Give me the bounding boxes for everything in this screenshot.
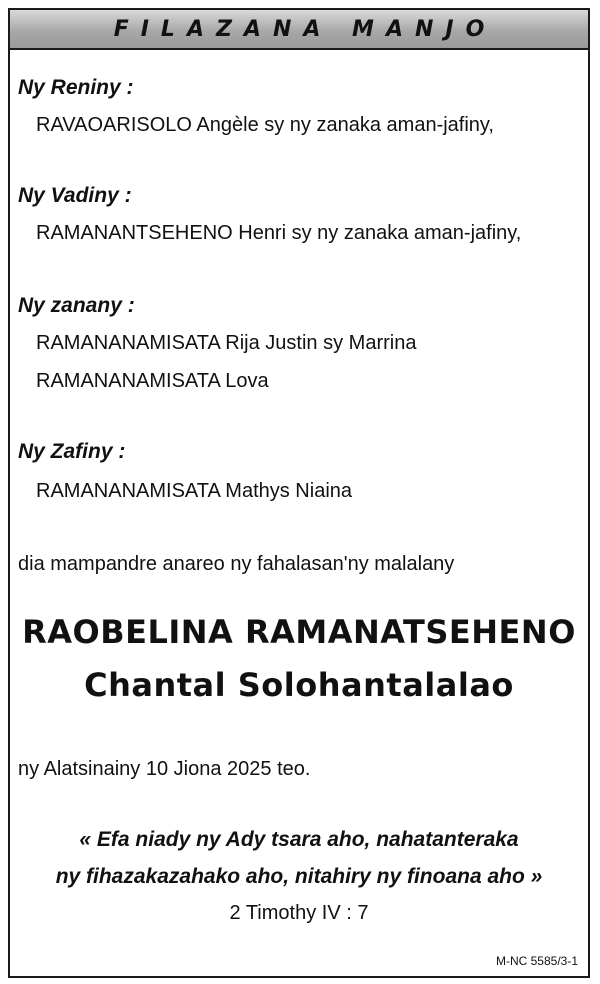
spouse-label: Ny Vadiny : (18, 184, 132, 207)
announcement-text: dia mampandre anareo ny fahalasan'ny malalany (18, 553, 455, 575)
deceased-name: RAOBELINA RAMANATSEHENO (22, 613, 576, 651)
date-line: ny Alatsinainy 10 Jiona 2025 teo. (18, 758, 311, 780)
ad-reference-code: M-NC 5585/3-1 (495, 954, 578, 968)
spouse-name: RAMANANTSEHENO Henri sy ny zanaka aman-jafiny, (36, 222, 522, 244)
notice-frame (8, 8, 590, 978)
bible-reference: 2 Timothy IV : 7 (229, 902, 369, 924)
mother-label: Ny Reniny : (18, 76, 134, 99)
children-label: Ny zanany : (18, 294, 135, 317)
bible-quote-line: « Efa niady ny Ady tsara aho, nahatanteraka (79, 828, 519, 851)
child-name: RAMANANAMISATA Rija Justin sy Marrina (36, 332, 417, 354)
deceased-given-names: Chantal Solohantalalao (84, 666, 514, 704)
grandchildren-label: Ny Zafiny : (18, 440, 126, 463)
grandchild-name: RAMANANAMISATA Mathys Niaina (36, 480, 353, 502)
child-name: RAMANANAMISATA Lova (36, 370, 269, 392)
notice-title: FILAZANA MANJO (113, 16, 497, 42)
bible-quote-line: ny fihazakazahako aho, nitahiry ny finoana aho » (55, 865, 543, 888)
notice-header (10, 10, 588, 50)
mother-name: RAVAOARISOLO Angèle sy ny zanaka aman-jafiny, (36, 114, 494, 136)
